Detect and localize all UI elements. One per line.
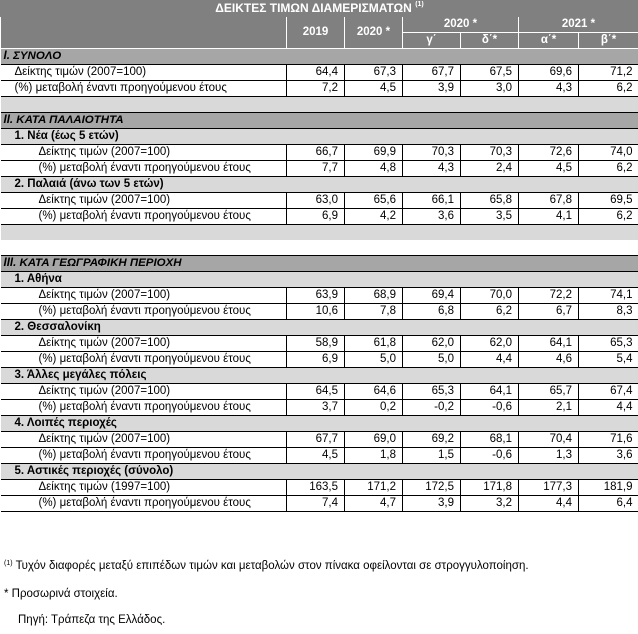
value-cell: 67,5 (461, 65, 519, 81)
header-quarter: γ΄ (403, 33, 461, 49)
value-cell: 70,3 (461, 145, 519, 161)
row-label: (%) μεταβολή έναντι προηγούμενου έτους (1, 161, 287, 177)
table-row (1, 352, 638, 368)
value-cell: 4,5 (287, 448, 345, 464)
value-cell: -0,2 (403, 400, 461, 416)
value-cell: 71,6 (579, 432, 638, 448)
value-cell: 3,5 (461, 209, 519, 225)
value-cell: 4,3 (403, 161, 461, 177)
value-cell: -0,6 (461, 448, 519, 464)
section-spacer (1, 240, 638, 256)
value-cell: 2,1 (519, 400, 579, 416)
table-row (1, 193, 638, 209)
table-row (1, 336, 638, 352)
value-cell: 62,0 (403, 336, 461, 352)
value-cell: 6,9 (287, 209, 345, 225)
row-label: (%) μεταβολή έναντι προηγούμενου έτους (1, 209, 287, 225)
value-cell: 63,9 (287, 288, 345, 304)
subgroup-header: 1. Αθήνα (1, 272, 638, 288)
value-cell: 67,7 (287, 432, 345, 448)
row-label: Δείκτης τιμών (2007=100) (1, 432, 287, 448)
value-cell: 3,6 (403, 209, 461, 225)
table-row (1, 480, 638, 496)
value-cell: 4,4 (519, 496, 579, 512)
value-cell: 6,8 (403, 304, 461, 320)
subgroup-header: 5. Αστικές περιοχές (σύνολο) (1, 464, 638, 480)
value-cell: 65,3 (403, 384, 461, 400)
header-quarter: δ΄* (461, 33, 519, 49)
value-cell: 63,0 (287, 193, 345, 209)
value-cell: 67,3 (345, 65, 403, 81)
value-cell: 4,6 (519, 352, 579, 368)
row-label: Δείκτης τιμών (2007=100) (1, 145, 287, 161)
value-cell: 65,8 (461, 193, 519, 209)
value-cell: -0,6 (461, 400, 519, 416)
header-quarter: β΄* (579, 33, 638, 49)
value-cell: 64,6 (345, 384, 403, 400)
footnote-provisional: * Προσωρινά στοιχεία. (4, 588, 118, 600)
value-cell: 67,8 (519, 193, 579, 209)
table-row (1, 161, 638, 177)
subgroup-header: 4. Λοιπές περιοχές (1, 416, 638, 432)
row-label: Δείκτης τιμών (2007=100) (1, 384, 287, 400)
value-cell: 67,4 (579, 384, 638, 400)
table-row (1, 209, 638, 225)
section-header: III. ΚΑΤΑ ΓΕΩΓΡΑΦΙΚΗ ΠΕΡΙΟΧΗ (1, 256, 638, 272)
section-spacer (1, 97, 638, 113)
value-cell: 68,9 (345, 288, 403, 304)
table-title: ΔΕΙΚΤΕΣ ΤΙΜΩΝ ΔΙΑΜΕΡΙΣΜΑΤΩΝ $^{(1)}$ (1, 1, 638, 17)
row-label: (%) μεταβολή έναντι προηγούμενου έτους (1, 81, 287, 97)
value-cell: 6,2 (579, 209, 638, 225)
table-row (1, 288, 638, 304)
value-cell: 74,1 (579, 288, 638, 304)
value-cell: 71,2 (579, 65, 638, 81)
value-cell: 4,5 (345, 81, 403, 97)
value-cell: 4,2 (345, 209, 403, 225)
value-cell: 62,0 (461, 336, 519, 352)
table-row (1, 432, 638, 448)
value-cell: 5,4 (579, 352, 638, 368)
table-row (1, 448, 638, 464)
table-row (1, 304, 638, 320)
value-cell: 65,7 (519, 384, 579, 400)
value-cell: 66,1 (403, 193, 461, 209)
table-title-row (1, 1, 638, 17)
table-row (1, 400, 638, 416)
value-cell: 7,2 (287, 81, 345, 97)
value-cell: 3,0 (461, 81, 519, 97)
value-cell: 64,1 (519, 336, 579, 352)
value-cell: 4,8 (345, 161, 403, 177)
value-cell: 3,7 (287, 400, 345, 416)
value-cell: 68,1 (461, 432, 519, 448)
value-cell: 171,2 (345, 480, 403, 496)
row-label: (%) μεταβολή έναντι προηγούμενου έτους (1, 352, 287, 368)
value-cell: 6,2 (461, 304, 519, 320)
value-cell: 7,8 (345, 304, 403, 320)
table-row (1, 496, 638, 512)
value-cell: 65,3 (579, 336, 638, 352)
row-label: Δείκτης τιμών (2007=100) (1, 288, 287, 304)
value-cell: 6,9 (287, 352, 345, 368)
value-cell: 72,6 (519, 145, 579, 161)
value-cell: 5,0 (345, 352, 403, 368)
subgroup-header: 1. Νέα (έως 5 ετών) (1, 129, 638, 145)
table-row (1, 384, 638, 400)
table-row (1, 81, 638, 97)
table-row (1, 145, 638, 161)
footnote-mark: (1) (4, 560, 13, 567)
value-cell: 72,2 (519, 288, 579, 304)
source-note: Πηγή: Τράπεζα της Ελλάδος. (18, 614, 166, 626)
value-cell: 69,5 (579, 193, 638, 209)
value-cell: 7,4 (287, 496, 345, 512)
value-cell: 69,9 (345, 145, 403, 161)
value-cell: 61,8 (345, 336, 403, 352)
value-cell: 70,0 (461, 288, 519, 304)
value-cell: 3,9 (403, 81, 461, 97)
value-cell: 65,6 (345, 193, 403, 209)
row-label: (%) μεταβολή έναντι προηγούμενου έτους (1, 496, 287, 512)
value-cell: 3,6 (579, 448, 638, 464)
row-label: (%) μεταβολή έναντι προηγούμενου έτους (1, 448, 287, 464)
row-label: Δείκτης τιμών (2007=100) (1, 65, 287, 81)
table-row (1, 65, 638, 81)
value-cell: 4,4 (461, 352, 519, 368)
value-cell: 6,2 (579, 81, 638, 97)
value-cell: 163,5 (287, 480, 345, 496)
value-cell: 70,4 (519, 432, 579, 448)
header-row (1, 17, 638, 33)
row-label: (%) μεταβολή έναντι προηγούμενου έτους (1, 304, 287, 320)
row-label: (%) μεταβολή έναντι προηγούμενου έτους (1, 400, 287, 416)
value-cell: 171,8 (461, 480, 519, 496)
value-cell: 4,3 (519, 81, 579, 97)
value-cell: 172,5 (403, 480, 461, 496)
value-cell: 64,4 (287, 65, 345, 81)
value-cell: 4,1 (519, 209, 579, 225)
header-2020: 2020 * (345, 17, 403, 49)
value-cell: 5,0 (403, 352, 461, 368)
value-cell: 2,4 (461, 161, 519, 177)
value-cell: 4,5 (519, 161, 579, 177)
value-cell: 6,2 (579, 161, 638, 177)
value-cell: 6,7 (519, 304, 579, 320)
title-footnote-mark: (1) (415, 1, 424, 8)
value-cell: 66,7 (287, 145, 345, 161)
row-label: Δείκτης τιμών (2007=100) (1, 336, 287, 352)
value-cell: 8,3 (579, 304, 638, 320)
value-cell: 6,4 (579, 496, 638, 512)
value-cell: 10,6 (287, 304, 345, 320)
value-cell: 69,6 (519, 65, 579, 81)
header-group-2020: 2020 * (403, 17, 519, 33)
value-cell: 3,9 (403, 496, 461, 512)
value-cell: 7,7 (287, 161, 345, 177)
value-cell: 177,3 (519, 480, 579, 496)
subgroup-header: 2. Παλαιά (άνω των 5 ετών) (1, 177, 638, 193)
value-cell: 1,8 (345, 448, 403, 464)
section-header: II. ΚΑΤΑ ΠΑΛΑΙΟΤΗΤΑ (1, 113, 638, 129)
value-cell: 64,5 (287, 384, 345, 400)
value-cell: 3,2 (461, 496, 519, 512)
section-header: I. ΣΥΝΟΛΟ (1, 49, 638, 65)
header-blank (1, 17, 287, 49)
value-cell: 69,0 (345, 432, 403, 448)
value-cell: 1,3 (519, 448, 579, 464)
value-cell: 181,9 (579, 480, 638, 496)
value-cell: 69,2 (403, 432, 461, 448)
value-cell: 67,7 (403, 65, 461, 81)
header-group-2021: 2021 * (519, 17, 638, 33)
value-cell: 58,9 (287, 336, 345, 352)
subgroup-header: 2. Θεσσαλονίκη (1, 320, 638, 336)
value-cell: 4,4 (579, 400, 638, 416)
section-spacer (1, 225, 638, 241)
header-2019: 2019 (287, 17, 345, 49)
header-quarter: α΄* (519, 33, 579, 49)
row-label: Δείκτης τιμών (2007=100) (1, 193, 287, 209)
value-cell: 64,1 (461, 384, 519, 400)
value-cell: 70,3 (403, 145, 461, 161)
row-label: Δείκτης τιμών (1997=100) (1, 480, 287, 496)
value-cell: 69,4 (403, 288, 461, 304)
subgroup-header: 3. Άλλες μεγάλες πόλεις (1, 368, 638, 384)
value-cell: 0,2 (345, 400, 403, 416)
value-cell: 1,5 (403, 448, 461, 464)
value-cell: 74,0 (579, 145, 638, 161)
footnote-rounding: $^{(1)}$ Τυχόν διαφορές μεταξύ επιπέδων τιμών και μεταβολών στον πίνακα οφείλονται σε στρογγυλοποίηση. (4, 560, 529, 572)
value-cell: 4,7 (345, 496, 403, 512)
